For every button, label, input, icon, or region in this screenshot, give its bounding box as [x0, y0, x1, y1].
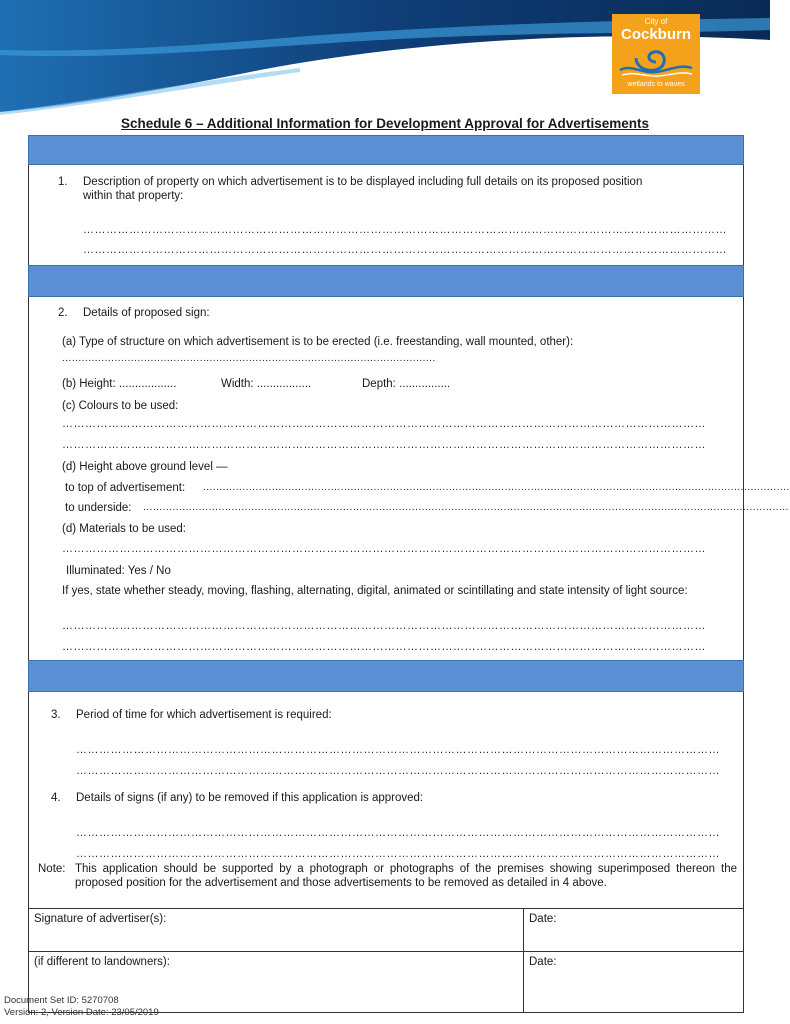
q4-text: Details of signs (if any) to be removed if this application is approved:	[76, 792, 424, 804]
q2d-underside-answer[interactable]: .....................................................................................................................................................................................................	[143, 502, 789, 513]
q2d-materials-answer[interactable]: ……………………………………………………………………………………………………………………………………………………	[62, 543, 706, 555]
section-bar-2	[28, 265, 744, 297]
wave-swirl-icon	[618, 44, 694, 78]
page-title: Schedule 6 – Additional Information for Development Approval for Advertisements	[120, 116, 650, 131]
date-field[interactable]	[524, 909, 744, 952]
signature-field[interactable]	[29, 909, 524, 952]
different-landowners-label: (if different to landowners):	[34, 956, 170, 968]
q1-answer-line-2[interactable]: ……………………………………………………………………………………………………………………………………………………	[83, 244, 727, 256]
q3-number: 3.	[51, 709, 61, 721]
q3-answer-line-2[interactable]: ……………………………………………………………………………………………………………………………………………………	[76, 765, 720, 777]
q2d-underside-label: to underside:	[65, 502, 132, 514]
q1-number: 1.	[58, 176, 68, 188]
q2c-answer-line-1[interactable]: ……………………………………………………………………………………………………………………………………………………	[62, 418, 706, 430]
q3-answer-line-1[interactable]: ……………………………………………………………………………………………………………………………………………………	[76, 744, 720, 756]
light-answer-line-2[interactable]: ……………………………………………………………………………………………………………………………………………………	[62, 641, 706, 653]
signature-table	[28, 908, 744, 1013]
section-bar-3	[28, 660, 744, 692]
q2d-top-answer[interactable]: ...................................................................................................................................................................................	[203, 482, 790, 493]
logo-tagline: wetlands to waves	[627, 81, 685, 88]
section-bar-1	[28, 135, 744, 165]
date-field-2[interactable]	[524, 952, 744, 1013]
light-answer-line-1[interactable]: ……………………………………………………………………………………………………………………………………………………	[62, 620, 706, 632]
note-text: This application should be supported by a photograph or photographs of the premises showing superimposed thereon the proposed position for the advertisement and those advertisements to be removed as detailed in 4 above.	[75, 863, 737, 889]
q2d-height-label: (d) Height above ground level —	[62, 461, 228, 473]
q1-text-line2: within that property:	[83, 190, 184, 202]
signature-label: Signature of advertiser(s):	[34, 913, 167, 925]
section-box-2	[28, 297, 790, 660]
q2d-materials-label: (d) Materials to be used:	[62, 523, 187, 535]
logo-city-text: City of	[644, 17, 668, 26]
q2c-answer-line-2[interactable]: ……………………………………………………………………………………………………………………………………………………	[62, 439, 706, 451]
version-info: Version: 2, Version Date: 23/05/2019	[4, 1007, 159, 1018]
cockburn-logo	[612, 14, 700, 94]
document-id: Document Set ID: 5270708	[4, 995, 119, 1006]
ifyes-text: If yes, state whether steady, moving, flashing, alternating, digital, animated or scintillating and state intensity of light source:	[62, 585, 688, 597]
q4-number: 4.	[51, 792, 61, 804]
date-label-2: Date:	[529, 956, 557, 968]
q2a-answer-line[interactable]: ..................................................................................................................	[62, 353, 436, 364]
illuminated-label[interactable]: Illuminated: Yes / No	[66, 565, 171, 577]
q1-text-line1: Description of property on which advertisement is to be displayed including full details on its proposed position	[83, 176, 643, 188]
q2d-top-label: to top of advertisement:	[65, 482, 186, 494]
q4-answer-line-2[interactable]: ……………………………………………………………………………………………………………………………………………………	[76, 848, 720, 860]
note-label: Note:	[38, 863, 66, 875]
q4-answer-line-1[interactable]: ……………………………………………………………………………………………………………………………………………………	[76, 827, 720, 839]
logo-name-text: Cockburn	[620, 26, 691, 43]
q1-answer-line-1[interactable]: ……………………………………………………………………………………………………………………………………………………	[83, 224, 727, 236]
q2-number: 2.	[58, 307, 68, 319]
q2c-label: (c) Colours to be used:	[62, 400, 179, 412]
q2b-depth[interactable]: Depth: ................	[362, 378, 451, 390]
q2-text: Details of proposed sign:	[83, 307, 210, 319]
q3-text: Period of time for which advertisement is required:	[76, 709, 332, 721]
q2b-width[interactable]: Width: .................	[221, 378, 312, 390]
q2b-height[interactable]: (b) Height: ..................	[62, 378, 177, 390]
date-label: Date:	[529, 913, 557, 925]
q2a-label: (a) Type of structure on which advertisement is to be erected (i.e. freestanding, wall mounted, other):	[62, 336, 574, 348]
